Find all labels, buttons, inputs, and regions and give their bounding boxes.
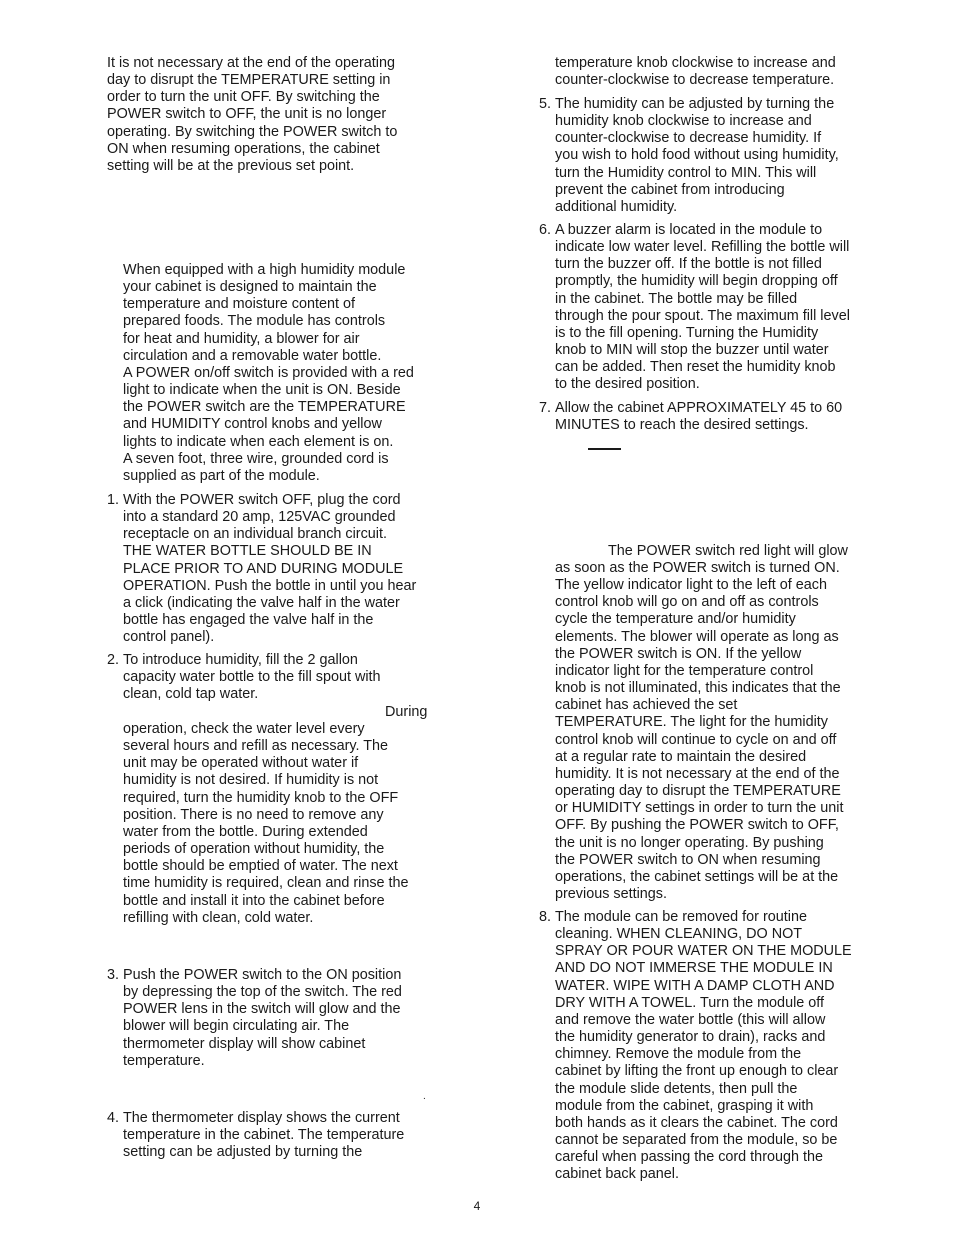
list-number: 3.: [107, 967, 120, 983]
list-number: 8.: [539, 909, 552, 925]
stray-dot: .: [423, 1091, 426, 1102]
list-item-text: The humidity can be adjusted by turning the humidity knob clockwise to increase and counter-clockwise to decrease humidity. If you wish to hold food without using humidity, turn the Humidity control to MIN. This will prevent the cabinet from introducing additional humidity.: [555, 96, 839, 215]
list-number: 2.: [107, 652, 120, 668]
power-paragraph-first-line: The POWER switch red light will glow: [608, 543, 848, 559]
list-item-4-continued: temperature knob clockwise to increase and counter-clockwise to decrease temperature.: [555, 55, 836, 89]
list-item-text: The thermometer display shows the current temperature in the cabinet. The temperature setting can be adjusted by turning the: [123, 1110, 405, 1161]
list-item-text: With the POWER switch OFF, plug the cord into a standard 20 amp, 125VAC grounded receptacle on an individual branch circuit. THE WATER BOTTLE SHOULD BE IN PLACE PRIOR TO AND DURING MODULE OPERATION. Push the bottle in until you hear a click (indicating the valve half in the water bottle has engaged the valve half in the control panel).: [123, 492, 417, 646]
list-number: 4.: [107, 1110, 120, 1126]
list-item-text: Push the POWER switch to the ON position by depressing the top of the switch. The red POWER lens in the switch will glow and the blower will begin circulating air. The thermometer display will show cabinet temperature.: [123, 967, 402, 1069]
list-number: 7.: [539, 400, 552, 416]
intro-paragraph: It is not necessary at the end of the operating day to disrupt the TEMPERATURE setting in order to turn the unit OFF. By switching the POWER switch to OFF, the unit is no longer operating. By switching the POWER switch to ON when resuming operations, the cabinet setting will be at the previous set point.: [107, 55, 398, 174]
list-number: 6.: [539, 222, 552, 238]
page-number: 4: [473, 1199, 481, 1213]
list-item-text: The module can be removed for routine cleaning. WHEN CLEANING, DO NOT SPRAY OR POUR WATER ON THE MODULE AND DO NOT IMMERSE THE MODULE IN WATER. WIPE WITH A DAMP CLOTH AND DRY WITH A TOWEL. Turn the module off and remove the water bottle (this will allow the humidity generator to drain), racks and chimney. Remove the module from the cabinet by lifting the front up enough to clear the module slide detents, then pull the module from the cabinet, grasping it with both hands as it clears the cabinet. The cord cannot be separated from the module, so be careful when passing the cord through the cabinet back panel.: [555, 909, 852, 1183]
power-paragraph: as soon as the POWER switch is turned ON. The yellow indicator light to the left of each control knob will go on and off as controls cycle the temperature and/or humidity elements. The blower will operate as long as the POWER switch is ON. If the yellow indicator light for the temperature control knob is not illuminated, this indicates that the cabinet has achieved the set TEMPERATURE. The light for the humidity control knob will continue to cycle on and off at a regular rate to maintain the desired humidity. It is not necessary at the end of the operating day to disrupt the TEMPERATURE or HUMIDITY settings in order to turn the unit OFF. By pushing the POWER switch to OFF, the unit is no longer operating. By pushing the POWER switch to ON when resuming operations, the cabinet settings will be at the previous settings.: [555, 560, 844, 902]
list-item-text: Allow the cabinet APPROXIMATELY 45 to 60 MINUTES to reach the desired settings.: [555, 400, 843, 434]
list-item-2-during: During: [385, 704, 428, 720]
underline-rule: [588, 448, 621, 450]
module-description: When equipped with a high humidity module your cabinet is designed to maintain the temperature and moisture content of prepared foods. The module has controls for heat and humidity, a blower for air circulation and a removable water bottle. A POWER on/off switch is provided with a red light to indicate when the unit is ON. Beside the POWER switch are the TEMPERATURE and HUMIDITY control knobs and yellow lights to indicate when each element is on. A seven foot, three wire, grounded cord is supplied as part of the module.: [123, 262, 414, 484]
list-number: 5.: [539, 96, 552, 112]
list-item-2-continued: operation, check the water level every several hours and refill as necessary. The unit may be operated without water if humidity is not desired. If humidity is not required, turn the humidity knob to the OFF position. There is no need to remove any water from the bottle. During extended periods of operation without humidity, the bottle should be emptied of water. The next time humidity is required, clean and rinse the bottle and install it into the cabinet before refilling with clean, cold water.: [123, 721, 409, 926]
list-number: 1.: [107, 492, 120, 508]
list-item-text: A buzzer alarm is located in the module to indicate low water level. Refilling the bottle will turn the buzzer off. If the bottle is not filled promptly, the humidity will begin dropping off in the cabinet. The bottle may be filled through the pour spout. The maximum fill level is to the fill opening. Turning the Humidity knob to MIN will stop the buzzer until water can be added. Then reset the humidity knob to the desired position.: [555, 222, 850, 393]
list-item-text: To introduce humidity, fill the 2 gallon capacity water bottle to the fill spout with clean, cold tap water.: [123, 652, 381, 703]
